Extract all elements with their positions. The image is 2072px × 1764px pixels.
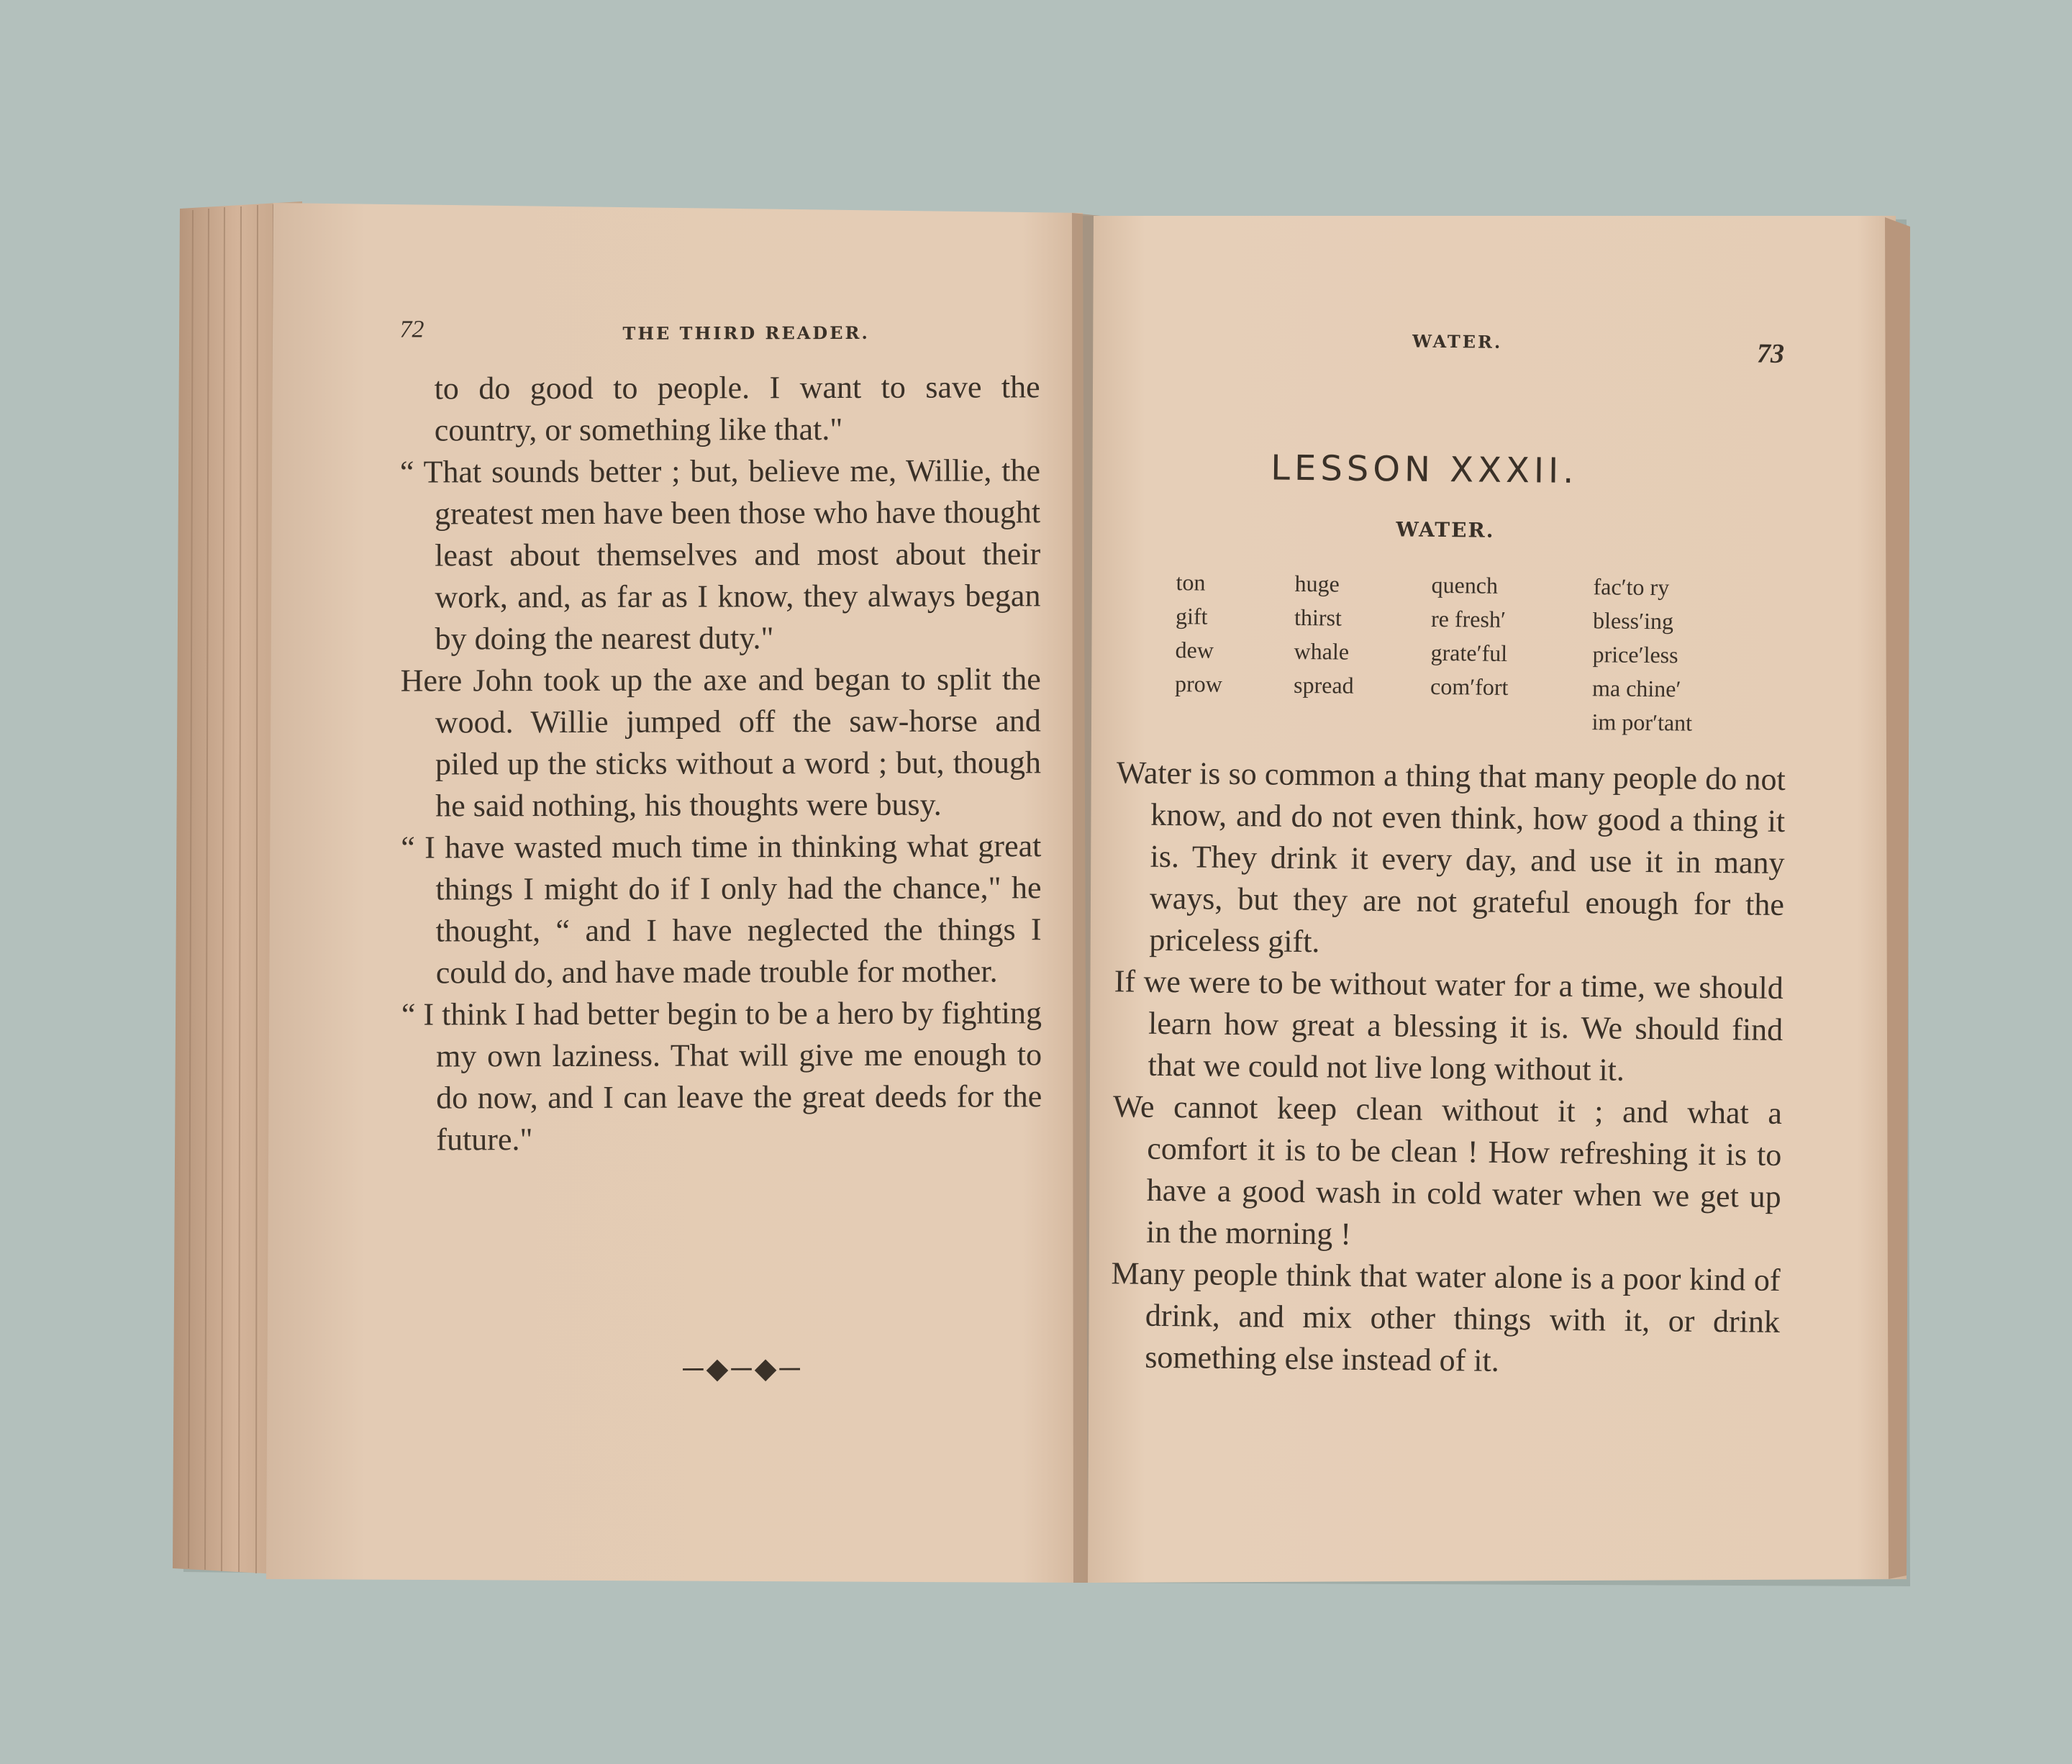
paragraph: Many people think that water alone is a poor kind of drink, and mix other things with it, or drink something else instead of it.	[1111, 1255, 1781, 1378]
paragraph: to do good to people. I want to save the country, or something like that."	[434, 369, 1040, 448]
vocab-word: ton	[1176, 569, 1206, 596]
lesson-title: LESSON XXXII.	[1270, 447, 1578, 491]
vocab-word: whale	[1294, 637, 1350, 665]
vocab-word: dew	[1175, 637, 1214, 663]
vocab-word: quench	[1431, 571, 1499, 599]
vocab-column	[1430, 568, 1509, 704]
section-ornament: ─◆─◆─	[683, 1352, 803, 1385]
vocab-word: re fresh′	[1430, 605, 1507, 632]
vocab-word: fac′to ry	[1593, 573, 1670, 601]
right-body-text	[1110, 752, 1786, 1385]
paragraph: Here John took up the axe and began to split the wood. Willie jumped off the saw-horse and piled up the sticks without a word ; but, though he said nothing, his thoughts were busy.	[400, 661, 1042, 824]
paragraph: “ That sounds better ; but, believe me, Willie, the greatest men have been those who have thought least about themselves and most about their work, and, as far as I know, they always began by doing the nearest duty."	[399, 453, 1041, 657]
paragraph: We cannot keep clean without it ; and what a comfort it is to be clean ! How refreshing it is to have a good wash in cold water when we get up in the morning !	[1112, 1088, 1783, 1252]
paragraph: Water is so common a thing that many people do not know, and do not even think, how good a thing it is. They drink it every day, and use it in many ways, but they are not grateful enough for the priceless gift.	[1116, 755, 1786, 960]
vocab-word: thirst	[1294, 604, 1342, 631]
vocab-column	[1175, 565, 1224, 701]
vocab-column	[1591, 570, 1694, 740]
vocabulary-list	[1174, 565, 1752, 736]
vocab-word: spread	[1293, 671, 1354, 699]
left-page-number: 72	[399, 316, 424, 343]
paragraph: “ I have wasted much time in thinking what great things I might do if I only had the chance," he thought, “ and I have neglected the things I could do, and have made trouble for mother.	[401, 828, 1042, 991]
vocab-word: com′fort	[1430, 673, 1509, 700]
vocab-word: huge	[1294, 570, 1340, 597]
lesson-subtitle: WATER.	[1396, 517, 1495, 542]
vocab-column	[1294, 567, 1355, 703]
left-body-text	[400, 366, 1042, 1160]
right-page	[1086, 212, 1921, 1588]
paragraph: If we were to be without water for a time, we should learn how great a blessing it is. We should find that we could not live long without it.	[1114, 963, 1784, 1088]
vocab-word: price′less	[1592, 641, 1678, 668]
right-page-number: 73	[1756, 338, 1785, 369]
vocab-word: bless′ing	[1592, 607, 1674, 635]
vocab-word: gift	[1175, 603, 1208, 629]
left-page	[288, 206, 1083, 1576]
left-running-head: THE THIRD READER.	[622, 322, 870, 344]
vocab-word: ma chine′	[1591, 675, 1681, 702]
vocab-word: prow	[1174, 670, 1223, 697]
paragraph: “ I think I had better begin to be a hero by fighting my own laziness. That will give me enough to do now, and I can leave the great deeds for the future."	[401, 995, 1042, 1158]
vocab-word: grate′ful	[1430, 639, 1508, 666]
vocab-word: im por′tant	[1591, 709, 1693, 736]
right-running-head: WATER.	[1412, 330, 1503, 353]
